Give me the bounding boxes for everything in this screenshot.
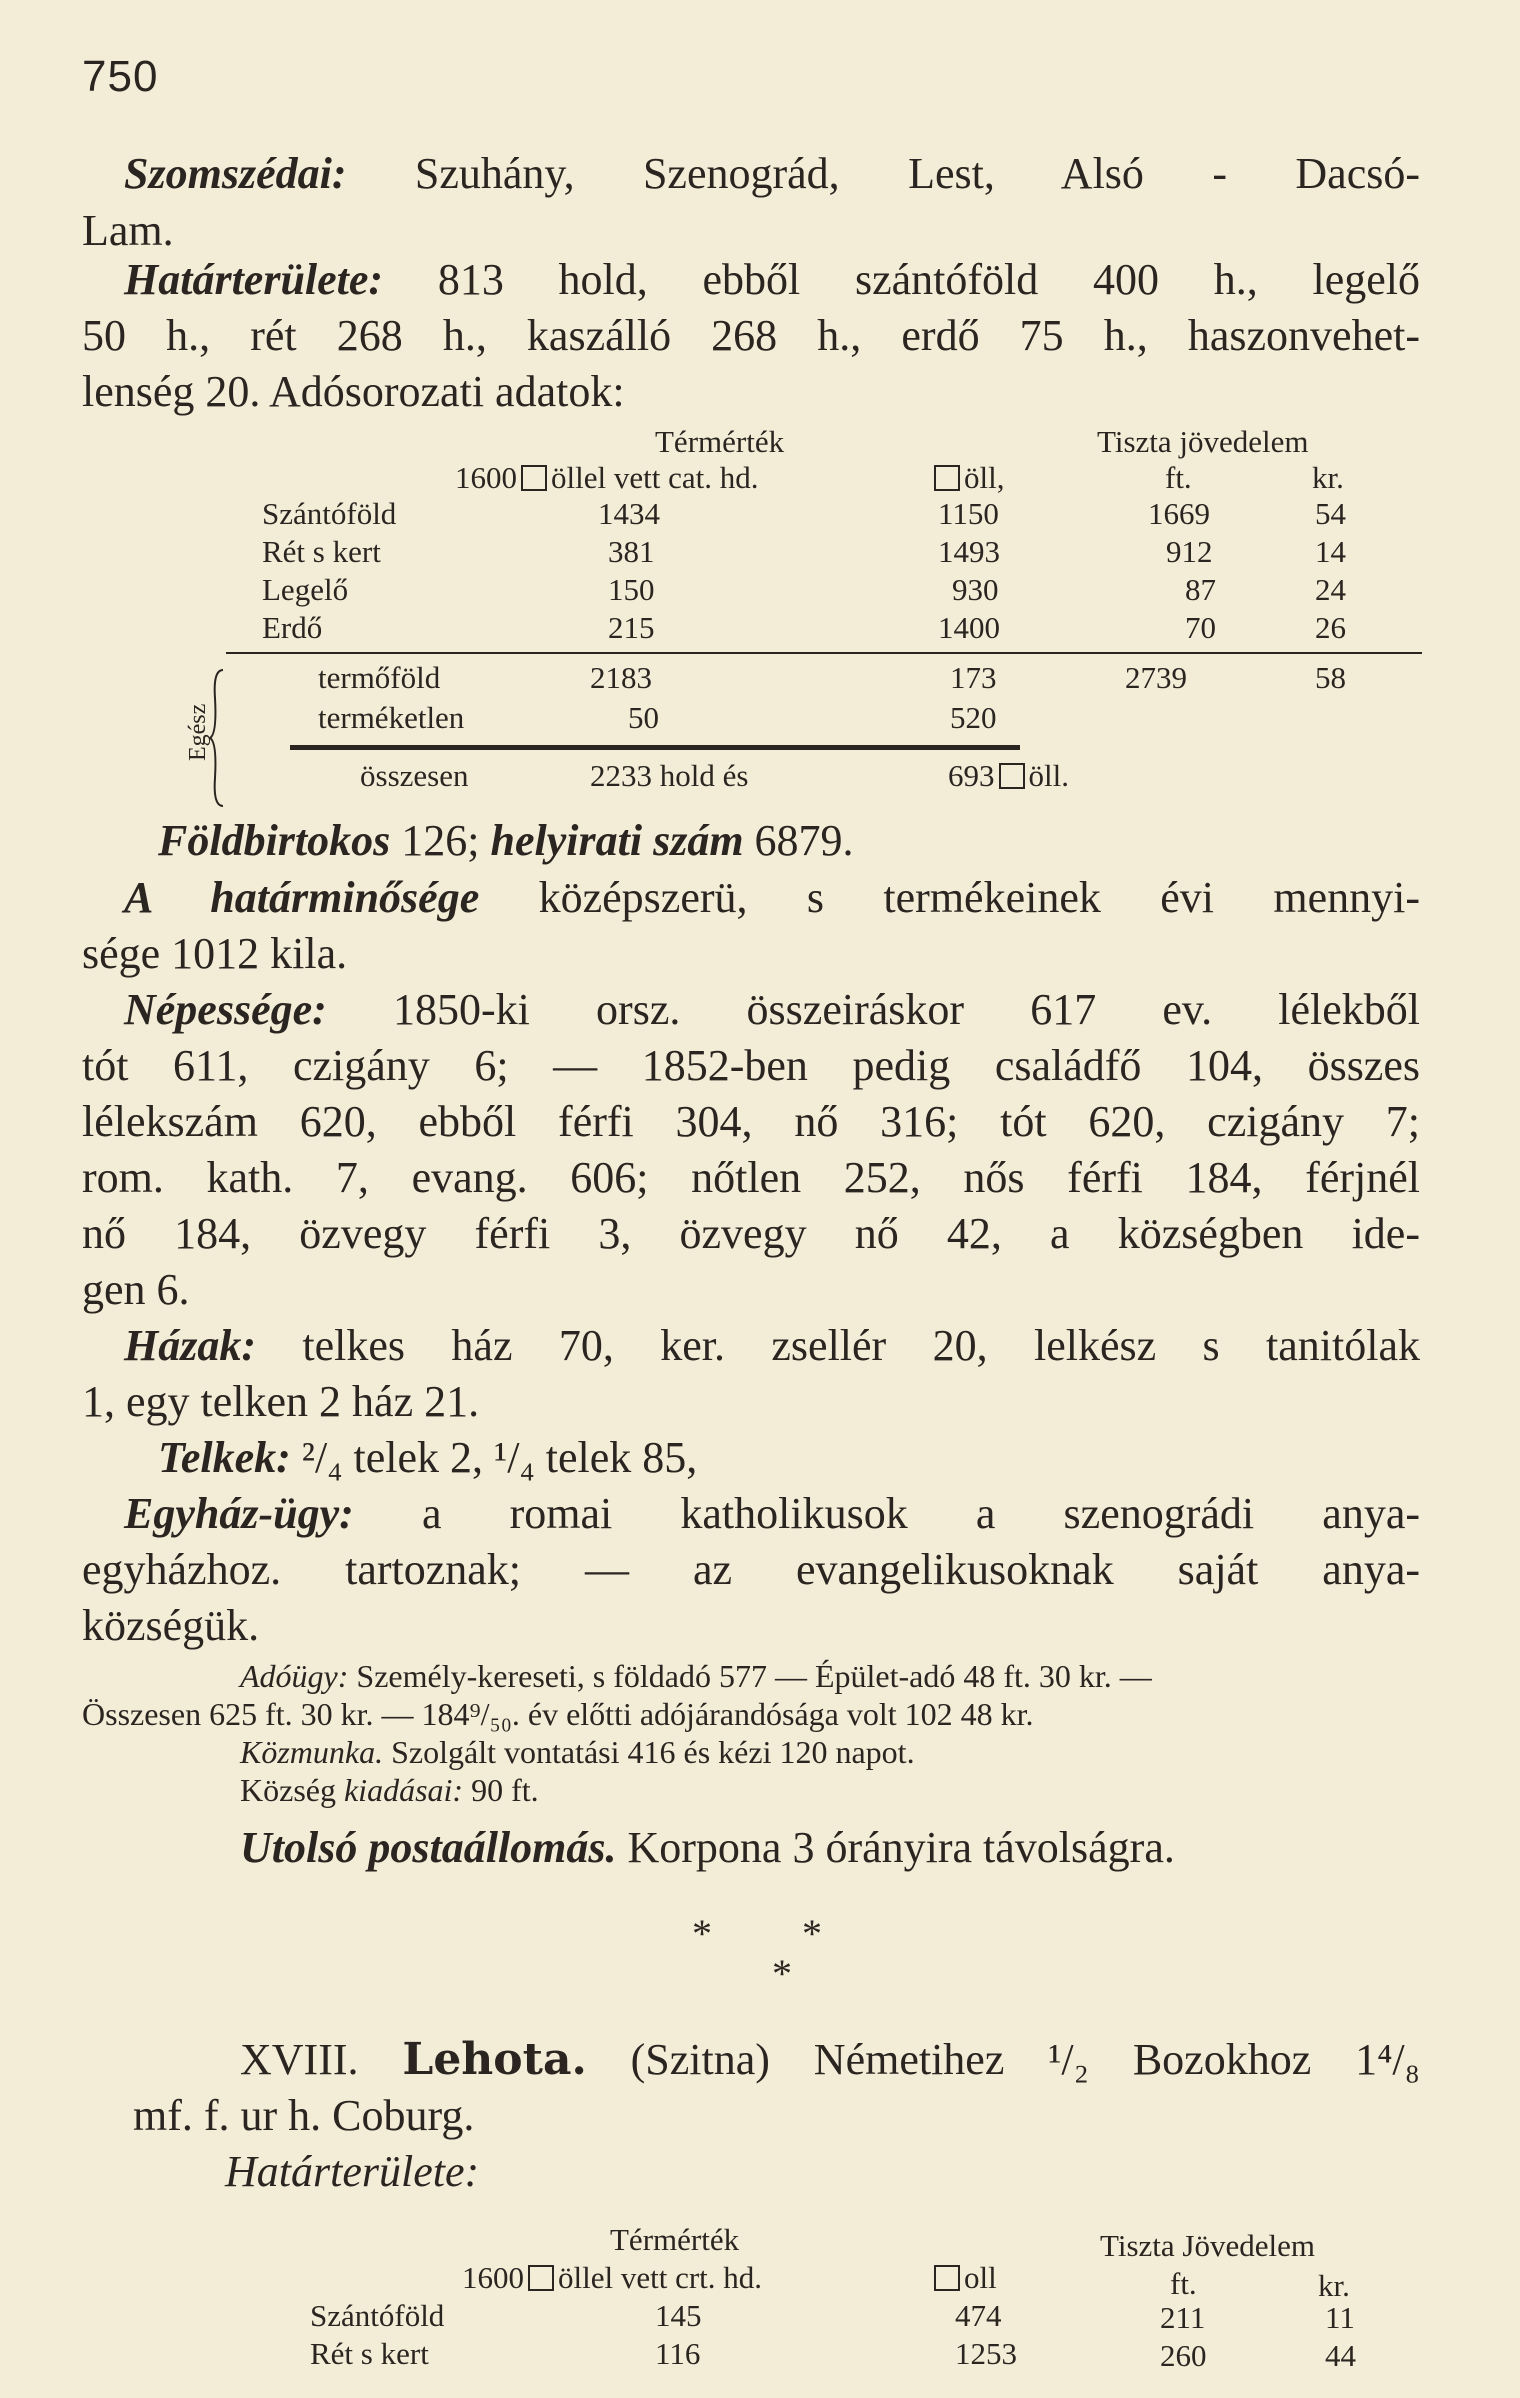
population-line-1 [124,984,1420,1035]
expenses-line [240,1772,539,1809]
area-line-2: 50 h., rét 268 h., kaszálló 268 h., erdő 75 h., haszonvehet- [82,311,1420,360]
area-label: Határterülete: [124,255,384,304]
landowner-line [158,815,854,866]
table1-row-hold: 1434 [598,496,660,531]
population-label: Népessége: [124,985,327,1034]
church-line-3: községük. [82,1601,260,1650]
table1-sub-oll: öll, [964,460,1005,495]
quality-text: középszerü, s termékeinek évi mennyi- [538,873,1421,922]
plots-text: ²/₄ telek 2, ¹/₄ telek 85, [301,1433,698,1482]
table2-row-ft: 211 [1160,2300,1206,2335]
table2-row-hold: 145 [655,2298,702,2333]
population-line-3: lélekszám 620, ebből férfi 304, nő 316; tót 620, czigány 7; [82,1097,1420,1146]
table1-row-hold: 215 [608,610,655,645]
population-text: 1850-ki orsz. összeiráskor 617 ev. lélekből [392,985,1420,1034]
tax-line-2: Összesen 625 ft. 30 kr. — 184⁹/₅₀. év előtti adójárandósága volt 102 48 kr. [82,1696,1034,1732]
table2-head-termertek: Térmérték [610,2222,740,2257]
neighbors-label: Szomszédai: [124,149,347,198]
quality-line-1 [124,872,1420,923]
table1-row-hold: 150 [608,572,655,607]
table1-side-label: Egész [185,703,211,761]
post-text: Korpona 3 órányira távolságra. [627,1823,1175,1872]
area-line-3: lenség 20. Adósorozati adatok: [82,367,625,416]
table1-head-termertek: Térmérték [655,424,785,459]
labor-text: Szolgált vontatási 416 és kézi 120 napot. [391,1734,915,1770]
houses-line-1 [124,1320,1420,1371]
section-divider-stars-top: * * [692,1911,862,1956]
lehota-name: Lehota. [402,2034,587,2085]
labor-line [240,1734,915,1771]
brace-icon [209,668,225,808]
lehota-text: (Szitna) Németihez ¹/₂ Bozokhoz 1⁴/₈ [630,2035,1420,2084]
table2-subhead-hold [462,2260,762,2296]
section-divider-stars-bottom: * [772,1951,792,1996]
table1-termo-oll: 173 [950,660,997,695]
table1-row-name: Erdő [262,610,323,645]
table1-sub-1600: 1600 [455,460,517,495]
table1-row-oll: 1150 [938,496,999,531]
table1-sub-ft: ft. [1165,460,1192,495]
quality-line-2: sége 1012 kila. [82,929,348,978]
quality-label: A határminősége [124,873,480,922]
table1-termo-name: termőföld [318,660,441,695]
church-line-1 [124,1488,1420,1539]
expenses-label: kiadásai: [343,1772,464,1808]
area-text: 813 hold, ebből szántóföld 400 h., legelő [437,255,1420,304]
plots-label: Telkek: [158,1433,291,1482]
table1-head-tiszta: Tiszta jövedelem [1097,424,1309,459]
table1-row-hold: 381 [608,534,655,569]
table2-sub-oll: oll [964,2260,997,2295]
table1-row-kr: 14 [1315,534,1346,569]
landowner-label: Földbirtokos [158,816,391,865]
table1-row-name: Szántóföld [262,496,397,531]
table1-side-group [185,668,225,818]
population-line-6: gen 6. [82,1265,190,1314]
table2-sub-ft: ft. [1170,2266,1197,2301]
tax-text: Személy-kereseti, s földadó 577 — Épület-adó 48 ft. 30 kr. — [356,1658,1152,1694]
lehota-line-2: mf. f. ur h. Coburg. [133,2091,475,2140]
tax-label: Adóügy: [240,1658,349,1694]
table1-row-name: Rét s kert [262,534,381,569]
table2-row-kr: 44 [1325,2338,1356,2373]
post-line [240,1822,1175,1873]
houses-label: Házak: [124,1321,256,1370]
table1-subhead-hold [455,460,758,496]
table1-row-ft: 1669 [1148,496,1210,531]
table2-sub-ollel: öllel vett crt. hd. [558,2260,763,2295]
table1-row-ft: 70 [1185,610,1216,645]
expenses-text: 90 ft. [471,1772,539,1808]
table2-row-name: Rét s kert [310,2336,429,2371]
houses-line-2: 1, egy telken 2 ház 21. [82,1377,480,1426]
population-line-5: nő 184, özvegy férfi 3, özvegy nő 42, a községben ide- [82,1209,1420,1258]
table1-row-kr: 54 [1315,496,1346,531]
church-label: Egyház-ügy: [124,1489,354,1538]
table2-sub-1600: 1600 [462,2260,524,2295]
square-fathom-icon [999,763,1025,789]
post-label: Utolsó postaállomás. [240,1823,617,1872]
table1-row-oll: 1400 [938,610,1000,645]
table2-row-hold: 116 [655,2336,701,2371]
table1-row-ft: 912 [1166,534,1213,569]
table2-row-name: Szántóföld [310,2298,445,2333]
tax-line-1 [240,1658,1152,1695]
table1-osszesen-unit: öll. [1028,758,1069,793]
table1-termeketlen-hold: 50 [628,700,659,735]
table1-row-name: Legelő [262,572,349,607]
table2-row-kr: 11 [1325,2300,1355,2335]
table1-sub-kr: kr. [1312,460,1344,495]
lehota-area-label [225,2146,479,2197]
square-fathom-icon [934,2265,960,2291]
plots-line [158,1432,697,1483]
labor-label: Közmunka. [240,1734,384,1770]
table1-osszesen-oll: 693 [948,758,995,793]
table1-row-ft: 87 [1185,572,1216,607]
table1-osszesen-total [948,758,1069,794]
table1-termo-ft: 2739 [1125,660,1187,695]
lehota-area-label-text: Határterülete: [225,2147,480,2196]
table1-rule [226,652,1422,654]
page-number: 750 [82,52,159,101]
neighbors-text: Szuhány, Szenográd, Lest, Alsó - Dacsó- [414,149,1421,198]
area-line-1 [124,254,1420,305]
helyirati-text: 6879. [754,816,854,865]
table2-head-tiszta: Tiszta Jövedelem [1100,2228,1315,2263]
table1-subhead-oll [930,460,1004,496]
table2-row-oll: 1253 [955,2336,1017,2371]
table1-sub-ollel: öllel vett cat. hd. [551,460,759,495]
houses-text: telkes ház 70, ker. zsellér 20, lelkész s tanitólak [302,1321,1420,1370]
square-fathom-icon [521,465,547,491]
population-line-2: tót 611, czigány 6; — 1852-ben pedig családfő 104, összes [82,1041,1420,1090]
landowner-text: 126; [401,816,480,865]
table1-termo-hold: 2183 [590,660,652,695]
table1-row-kr: 24 [1315,572,1346,607]
neighbors-line-1 [124,148,1420,199]
lehota-line-1 [240,2034,1420,2085]
square-fathom-icon [934,465,960,491]
table2-subhead-oll [930,2260,997,2296]
population-line-4: rom. kath. 7, evang. 606; nőtlen 252, nős férfi 184, férjnél [82,1153,1420,1202]
table1-termeketlen-name: terméketlen [318,700,465,735]
square-fathom-icon [528,2265,554,2291]
table1-row-oll: 930 [952,572,999,607]
table1-osszesen-hold: 2233 hold és [590,758,749,793]
table1-total-rule [290,745,1020,750]
lehota-numeral: XVIII. [240,2035,359,2084]
church-line-2: egyházhoz. tartoznak; — az evangelikusoknak saját anya- [82,1545,1420,1594]
table2-row-ft: 260 [1160,2338,1207,2373]
helyirati-label: helyirati szám [490,816,744,865]
table2-row-oll: 474 [955,2298,1002,2333]
table1-row-oll: 1493 [938,534,1000,569]
expenses-pre: Község [240,1772,336,1808]
table1-osszesen-name: összesen [360,758,469,793]
church-text: a romai katholikusok a szenográdi anya- [421,1489,1420,1538]
table2-sub-kr: kr. [1318,2268,1350,2303]
table1-termo-kr: 58 [1315,660,1346,695]
table1-termeketlen-oll: 520 [950,700,997,735]
neighbors-line-2: Lam. [82,206,174,255]
table1-row-kr: 26 [1315,610,1346,645]
